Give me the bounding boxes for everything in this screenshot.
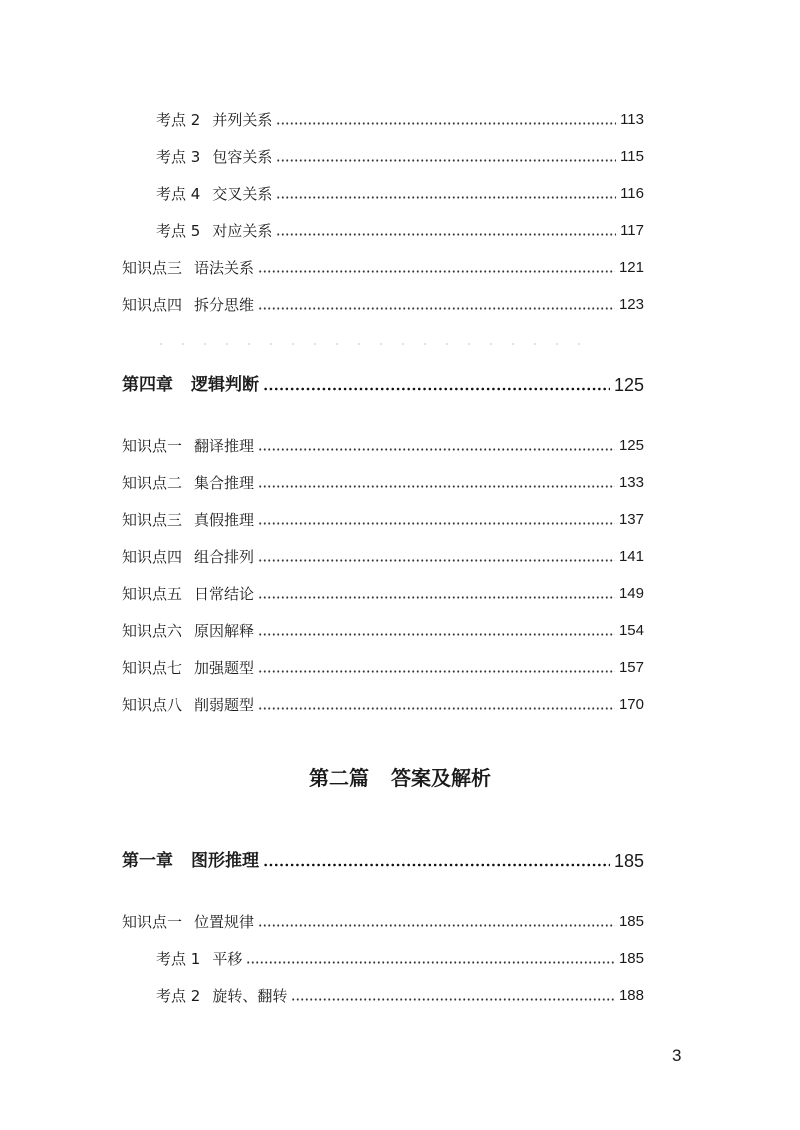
entry-page: 125 bbox=[618, 437, 644, 454]
part-label: 第二篇 bbox=[309, 766, 369, 790]
toc-entry[interactable] bbox=[156, 982, 644, 1006]
entry-label: 知识点一 bbox=[122, 437, 183, 455]
dot-leader bbox=[258, 485, 615, 488]
entry-title: 组合排列 bbox=[194, 548, 255, 566]
entry-title: 旋转、翻转 bbox=[212, 987, 288, 1005]
toc-entry[interactable] bbox=[122, 580, 644, 604]
dot-leader bbox=[258, 707, 615, 710]
entry-title: 原因解释 bbox=[194, 622, 255, 640]
dot-leader bbox=[258, 522, 615, 525]
chapter-title: 逻辑判断 bbox=[191, 375, 259, 395]
entry-label: 考点 1 bbox=[156, 950, 201, 968]
toc-entry[interactable] bbox=[122, 254, 644, 278]
entry-page: 121 bbox=[618, 259, 644, 276]
toc-entry[interactable] bbox=[122, 469, 644, 493]
toc-entry[interactable] bbox=[156, 143, 644, 167]
chapter-label: 第四章 bbox=[122, 375, 173, 395]
part-heading bbox=[0, 762, 800, 791]
entry-page: 149 bbox=[618, 585, 644, 602]
entry-title: 位置规律 bbox=[194, 913, 255, 931]
entry-label: 知识点五 bbox=[122, 585, 183, 603]
entry-label: 知识点三 bbox=[122, 511, 183, 529]
chapter-title: 图形推理 bbox=[191, 851, 259, 871]
dot-leader bbox=[258, 633, 615, 636]
entry-label: 考点 5 bbox=[156, 222, 201, 240]
entry-label: 考点 3 bbox=[156, 148, 201, 166]
entry-page: 170 bbox=[618, 696, 644, 713]
entry-title: 加强题型 bbox=[194, 659, 255, 677]
toc-entry[interactable] bbox=[156, 106, 644, 130]
toc-entry[interactable] bbox=[122, 506, 644, 530]
entry-page: 133 bbox=[618, 474, 644, 491]
entry-title: 包容关系 bbox=[212, 148, 273, 166]
page-number: 3 bbox=[672, 1046, 682, 1065]
toc-entry[interactable] bbox=[122, 617, 644, 641]
dot-leader bbox=[276, 196, 616, 199]
entry-label: 考点 4 bbox=[156, 185, 201, 203]
dot-leader bbox=[258, 270, 615, 273]
toc-entry[interactable] bbox=[122, 432, 644, 456]
toc-entry[interactable] bbox=[122, 691, 644, 715]
entry-title: 语法关系 bbox=[194, 259, 255, 277]
dot-leader bbox=[263, 863, 610, 867]
entry-page: 157 bbox=[618, 659, 644, 676]
entry-label: 知识点六 bbox=[122, 622, 183, 640]
entry-label: 知识点一 bbox=[122, 913, 183, 931]
toc-chapter-1[interactable] bbox=[122, 845, 644, 873]
dot-leader bbox=[276, 159, 616, 162]
entry-page: 185 bbox=[618, 913, 644, 930]
entry-page: 185 bbox=[618, 950, 644, 967]
chapter-label: 第一章 bbox=[122, 851, 173, 871]
entry-label: 知识点七 bbox=[122, 659, 183, 677]
entry-title: 日常结论 bbox=[194, 585, 255, 603]
entry-label: 考点 2 bbox=[156, 987, 201, 1005]
entry-page: 113 bbox=[620, 111, 644, 128]
entry-title: 拆分思维 bbox=[194, 296, 255, 314]
chapter-page: 185 bbox=[613, 851, 644, 871]
entry-label: 知识点二 bbox=[122, 474, 183, 492]
entry-title: 集合推理 bbox=[194, 474, 255, 492]
toc-entry[interactable] bbox=[156, 945, 644, 969]
toc-entry[interactable] bbox=[122, 543, 644, 567]
scan-artifact bbox=[150, 343, 600, 345]
entry-title: 翻译推理 bbox=[194, 437, 255, 455]
entry-page: 116 bbox=[620, 185, 644, 202]
entry-page: 154 bbox=[618, 622, 644, 639]
entry-label: 知识点四 bbox=[122, 548, 183, 566]
entry-page: 115 bbox=[620, 148, 644, 165]
entry-label: 知识点三 bbox=[122, 259, 183, 277]
entry-title: 削弱题型 bbox=[194, 696, 255, 714]
dot-leader bbox=[258, 924, 615, 927]
dot-leader bbox=[258, 559, 615, 562]
entry-title: 平移 bbox=[212, 950, 243, 968]
entry-title: 交叉关系 bbox=[212, 185, 273, 203]
toc-chapter-4[interactable] bbox=[122, 369, 644, 397]
toc-entry[interactable] bbox=[156, 180, 644, 204]
toc-entry[interactable] bbox=[122, 654, 644, 678]
entry-page: 188 bbox=[618, 987, 644, 1004]
entry-title: 并列关系 bbox=[212, 111, 273, 129]
entry-page: 141 bbox=[618, 548, 644, 565]
dot-leader bbox=[258, 596, 615, 599]
dot-leader bbox=[276, 233, 616, 236]
dot-leader bbox=[258, 307, 615, 310]
toc-entry[interactable] bbox=[122, 908, 644, 932]
entry-page: 117 bbox=[620, 222, 644, 239]
entry-page: 123 bbox=[618, 296, 644, 313]
dot-leader bbox=[291, 998, 615, 1001]
dot-leader bbox=[258, 670, 615, 673]
dot-leader bbox=[263, 387, 610, 391]
part-title: 答案及解析 bbox=[391, 766, 491, 790]
toc-entry[interactable] bbox=[122, 291, 644, 315]
dot-leader bbox=[258, 448, 615, 451]
entry-title: 真假推理 bbox=[194, 511, 255, 529]
entry-label: 知识点四 bbox=[122, 296, 183, 314]
entry-title: 对应关系 bbox=[212, 222, 273, 240]
chapter-page: 125 bbox=[613, 375, 644, 395]
entry-page: 137 bbox=[618, 511, 644, 528]
entry-label: 知识点八 bbox=[122, 696, 183, 714]
dot-leader bbox=[276, 122, 616, 125]
dot-leader bbox=[246, 961, 615, 964]
toc-entry[interactable] bbox=[156, 217, 644, 241]
entry-label: 考点 2 bbox=[156, 111, 201, 129]
